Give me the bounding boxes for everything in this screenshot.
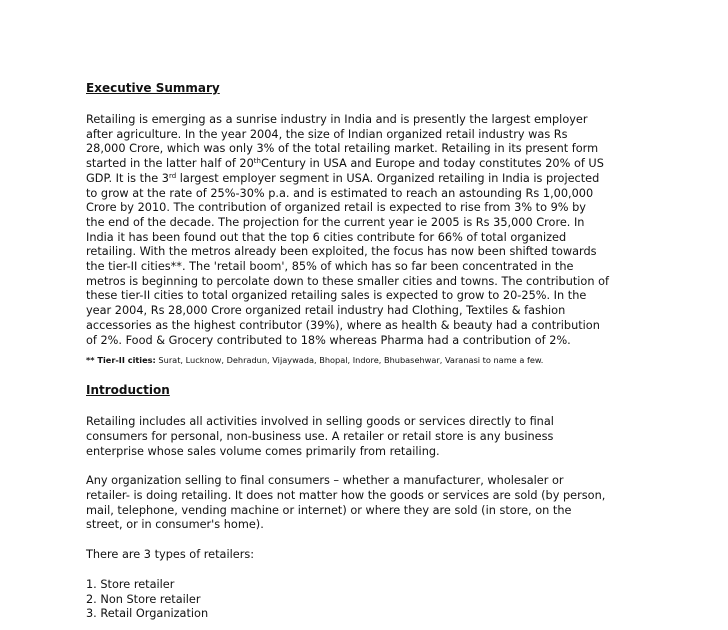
text-line: consumers for personal, non-business use. A retailer or retail store is any business [86,429,554,443]
tier-ii-footnote [86,354,646,366]
introduction-paragraph-1 [86,415,646,459]
text-line: mail, telephone, vending machine or internet) or where they are sold (in store, on the [86,503,572,517]
text-line: to grow at the rate of 25%-30% p.a. and is estimated to reach an astounding Rs 1,00,000 [86,186,594,200]
text-line: street, or in consumer's home). [86,518,264,532]
superscript: rd [168,171,177,180]
text-fragment: started in the latter half of 20 [86,157,254,171]
text-line: metros is beginning to percolate down to these smaller cities and towns. The contribution of [86,274,609,288]
text-line [86,157,646,172]
list-item: 3. Retail Organization [86,607,209,621]
superscript: th [253,157,261,166]
text-fragment: largest employer segment in USA. Organized retailing in India is projected [176,171,600,185]
text-line: Retailing is emerging as a sunrise industry in India and is presently the largest employer [86,113,588,126]
introduction-heading: Introduction [86,383,170,398]
introduction-paragraph-2 [86,474,646,533]
text-fragment: Century in USA and Europe and today constitutes 20% of US [260,157,604,171]
retailer-types-list [86,578,646,622]
text-line [86,172,646,187]
text-line: the tier-II cities**. The 'retail boom', 85% of which has so far been concentrated in the [86,260,574,274]
retailer-types-intro: There are 3 types of retailers: [86,548,255,562]
footnote-label: ** Tier-II cities: [86,355,156,366]
list-item: 2. Non Store retailer [86,592,201,606]
text-line: Any organization selling to final consumers – whether a manufacturer, wholesaler or [86,474,564,488]
footnote-text: Surat, Lucknow, Dehradun, Vijaywada, Bhopal, Indore, Bhubasehwar, Varanasi to name a few. [155,355,544,366]
text-line: Crore by 2010. The contribution of organized retail is expected to rise from 3% to 9% by [86,201,586,215]
document-page [86,80,646,622]
text-line: year 2004, Rs 28,000 Crore organized retail industry had Clothing, Textiles & fashion [86,304,566,318]
text-line: 28,000 Crore, which was only 3% of the total retailing market. Retailing in its present form [86,142,599,156]
text-line: after agriculture. In the year 2004, the size of Indian organized retail industry was Rs [86,127,568,141]
text-line: retailing. With the metros already been exploited, the focus has now been shifted towards [86,245,597,259]
text-line: the end of the decade. The projection for the current year ie 2005 is Rs 35,000 Crore. In [86,215,585,229]
text-line: retailer- is doing retailing. It does not matter how the goods or services are sold (by person, [86,489,606,503]
text-line: enterprise whose sales volume comes primarily from retailing. [86,444,440,458]
list-item: 1. Store retailer [86,577,175,591]
text-line: accessories as the highest contributor (39%), where as health & beauty had a contribution [86,318,600,332]
executive-summary-heading: Executive Summary [86,81,220,95]
text-line: of 2%. Food & Grocery contributed to 18% whereas Pharma had a contribution of 2%. [86,333,571,347]
text-line: India it has been found out that the top 6 cities contribute for 66% of total organized [86,230,567,244]
text-line: these tier-II cities to total organized retailing sales is expected to grow to 20-25%. In the [86,289,587,303]
text-line: Retailing includes all activities involved in selling goods or services directly to final [86,415,554,429]
executive-summary-paragraph [86,113,646,348]
text-fragment: GDP. It is the 3 [86,171,169,185]
